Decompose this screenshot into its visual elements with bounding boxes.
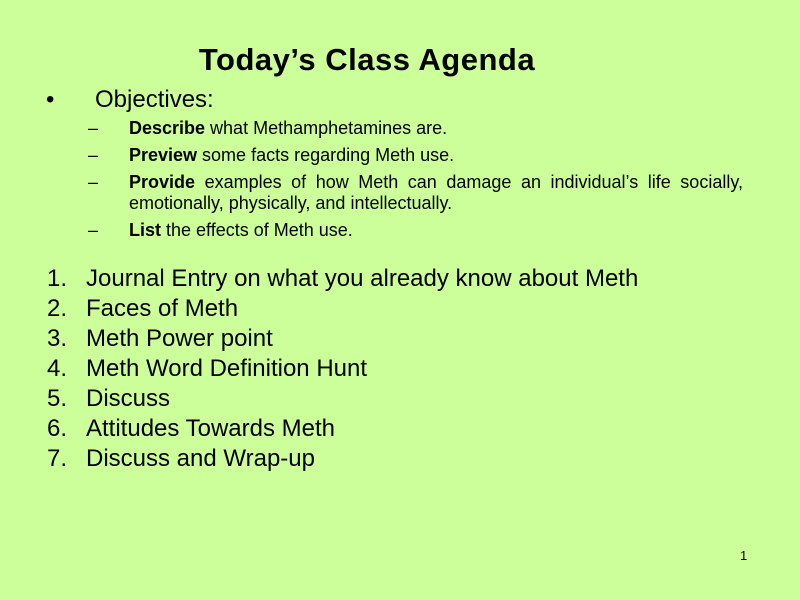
agenda-number: 1. [47,265,68,292]
objective-item [88,145,743,166]
objectives-heading: Objectives: [95,86,214,113]
objective-text [129,118,743,139]
agenda-text: Discuss and Wrap-up [86,445,315,472]
agenda-text: Meth Word Definition Hunt [86,355,368,382]
agenda-number: 5. [47,385,68,412]
agenda-number: 7. [47,445,68,472]
agenda-item [47,294,638,324]
objective-rest: some facts regarding Meth use. [197,145,455,165]
agenda-list [47,264,638,474]
slide-title: Today’s Class Agenda [198,42,536,77]
agenda-number: 4. [47,355,68,382]
agenda-text: Attitudes Towards Meth [86,415,336,442]
objective-item [88,220,743,241]
agenda-number: 2. [47,295,68,322]
dash-bullet: – [88,118,99,138]
agenda-number: 6. [47,415,68,442]
dash-bullet: – [88,172,99,192]
objective-verb: Provide [129,172,196,192]
agenda-number: 3. [47,325,68,352]
agenda-item [47,354,638,384]
agenda-item [47,414,638,444]
bullet-icon: • [46,86,55,113]
dash-bullet: – [88,145,99,165]
agenda-text: Meth Power point [86,325,273,352]
objective-verb: Describe [129,118,206,138]
dash-bullet: – [88,220,99,240]
objective-item [88,172,743,214]
agenda-text: Discuss [86,385,171,412]
objective-text [129,145,743,166]
page-number: 1 [740,548,748,563]
agenda-text: Faces of Meth [86,295,239,322]
agenda-item [47,384,638,414]
objective-rest: the effects of Meth use. [161,220,353,240]
objectives-list [88,118,743,247]
objective-verb: List [129,220,162,240]
agenda-item [47,264,638,294]
agenda-item [47,324,638,354]
objective-item [88,118,743,139]
objective-verb: Preview [129,145,198,165]
agenda-item [47,444,638,474]
objective-text [129,220,743,241]
objective-rest: what Methamphetamines are. [205,118,448,138]
objective-text [129,172,743,214]
objectives-heading-row [46,86,214,114]
objective-rest: examples of how Meth can damage an individual’s life socially, emotionally, physically, and intellectually. [129,172,743,213]
agenda-text: Journal Entry on what you already know about Meth [86,265,639,292]
